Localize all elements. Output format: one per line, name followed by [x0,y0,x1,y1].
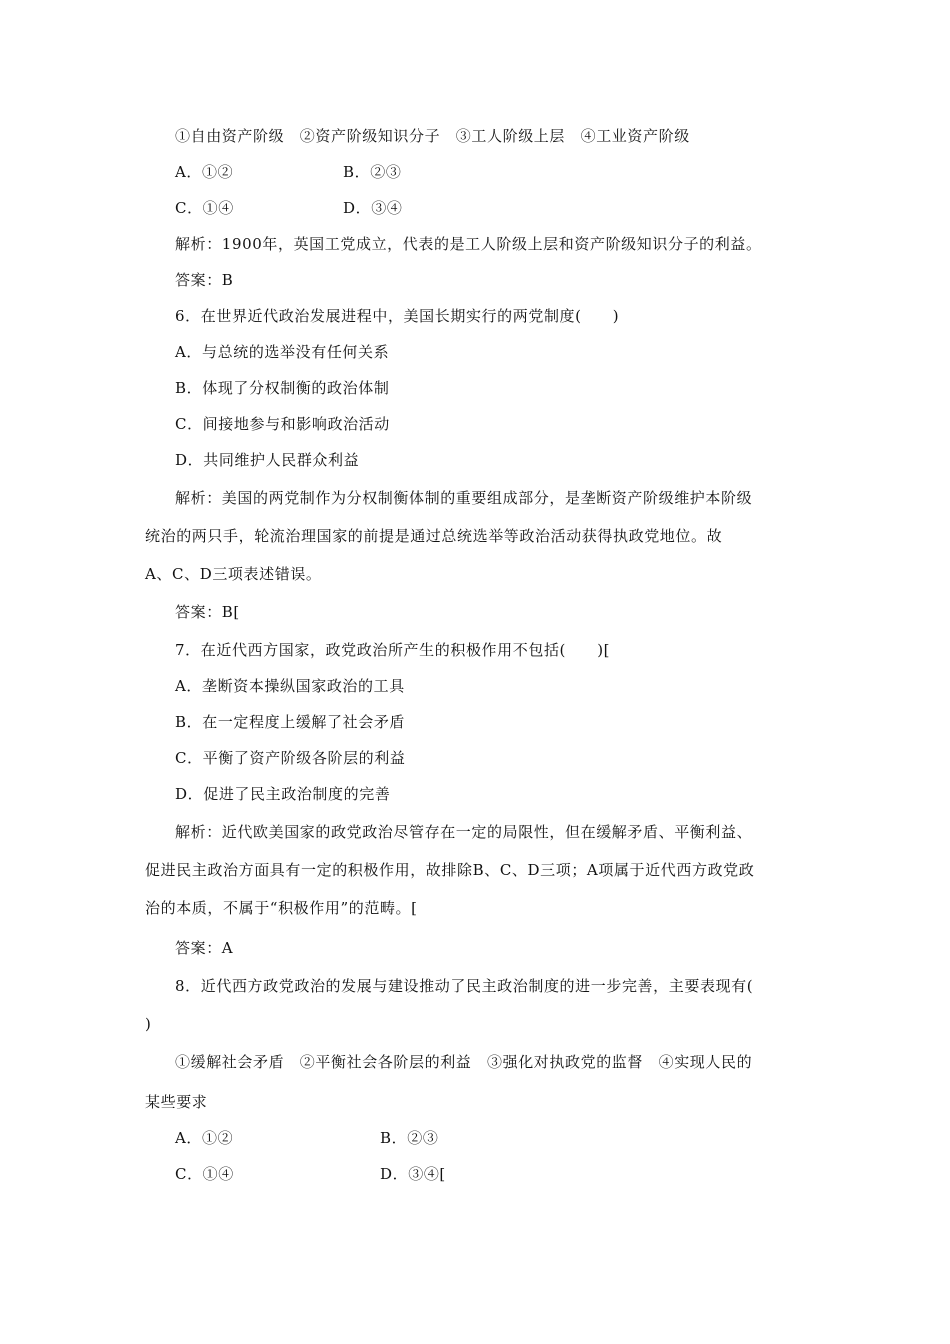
q7-option-d: D．促进了民主政治制度的完善 [175,785,391,803]
q8-option-a: A．①② [175,1129,234,1147]
q6-analysis-line-1: 解析：美国的两党制作为分权制衡体制的重要组成部分，是垄断资产阶级维护本阶级 [175,489,753,507]
q6-question: 6．在世界近代政治发展进程中，美国长期实行的两党制度( ) [175,307,620,325]
q7-analysis-line-1: 解析：近代欧美国家的政党政治尽管存在一定的局限性，但在缓解矛盾、平衡利益、 [175,823,753,841]
q8-option-b: B．②③ [380,1129,439,1147]
q7-question: 7．在近代西方国家，政党政治所产生的积极作用不包括( )[ [175,641,611,659]
q7-analysis-line-2: 促进民主政治方面具有一定的积极作用，故排除B、C、D三项；A项属于近代西方政党政 [145,861,755,879]
q7-answer: 答案：A [175,939,234,957]
q8-question-line-2: ) [145,1015,152,1033]
q5-option-a: A．①② [175,163,234,181]
q5-analysis: 解析：1900年，英国工党成立，代表的是工人阶级上层和资产阶级知识分子的利益。 [175,235,762,253]
q6-analysis-line-2: 统治的两只手，轮流治理国家的前提是通过总统选举等政治活动获得执政党地位。故 [145,527,723,545]
q6-option-d: D．共同维护人民群众利益 [175,451,360,469]
q8-option-c: C．①④ [175,1165,234,1183]
q5-option-c: C．①④ [175,199,234,217]
q6-analysis-line-3: A、C、D三项表述错误。 [145,565,322,583]
q5-statements: ①自由资产阶级 ②资产阶级知识分子 ③工人阶级上层 ④工业资产阶级 [175,127,690,145]
q6-answer: 答案：B[ [175,603,240,621]
q6-option-a: A．与总统的选举没有任何关系 [175,343,390,361]
q8-option-d: D．③④[ [380,1165,446,1183]
q7-option-a: A．垄断资本操纵国家政治的工具 [175,677,405,695]
q6-option-c: C．间接地参与和影响政治活动 [175,415,390,433]
q8-statements-line-1: ①缓解社会矛盾 ②平衡社会各阶层的利益 ③强化对执政党的监督 ④实现人民的 [175,1053,753,1071]
q6-option-b: B．体现了分权制衡的政治体制 [175,379,390,397]
q7-analysis-line-3: 治的本质，不属于“积极作用”的范畴。[ [145,899,418,917]
q8-statements-line-2: 某些要求 [145,1093,208,1111]
q5-answer: 答案：B [175,271,234,289]
q7-option-c: C．平衡了资产阶级各阶层的利益 [175,749,406,767]
q8-question-line-1: 8．近代西方政党政治的发展与建设推动了民主政治制度的进一步完善，主要表现有( [175,977,754,995]
q5-option-b: B．②③ [343,163,402,181]
q7-option-b: B．在一定程度上缓解了社会矛盾 [175,713,406,731]
q5-option-d: D．③④ [343,199,403,217]
